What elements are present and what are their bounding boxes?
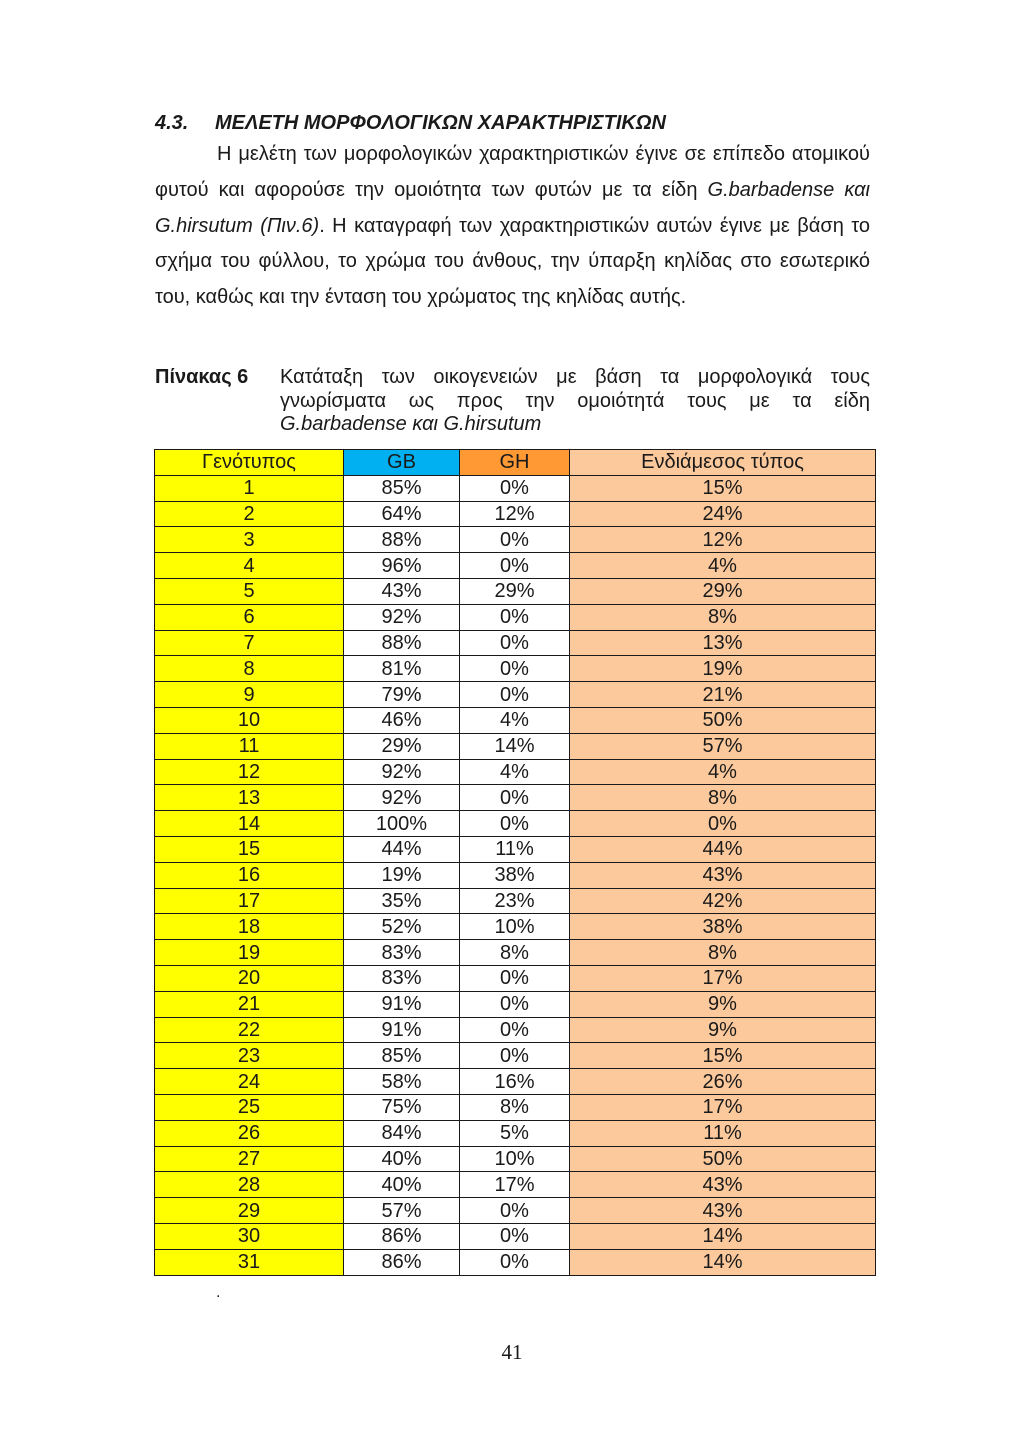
cell-gb: 81% — [344, 656, 460, 682]
cell-gb: 91% — [344, 991, 460, 1017]
cell-intermediate: 9% — [570, 1017, 876, 1043]
table-header — [155, 450, 876, 476]
cell-intermediate: 44% — [570, 836, 876, 862]
cell-gb: 86% — [344, 1223, 460, 1249]
section-title: ΜΕΛΕΤΗ ΜΟΡΦΟΛΟΓΙΚΩΝ ΧΑΡΑΚΤΗΡΙΣΤΙΚΩΝ — [215, 112, 666, 134]
table-row — [155, 553, 876, 579]
cell-gb: 79% — [344, 682, 460, 708]
cell-intermediate: 13% — [570, 630, 876, 656]
table-caption-text: Κατάταξη των οικογενειών με βάση τα μορφολογικά τους γνωρίσματα ως προς την ομοιότητά τους με τα είδη — [280, 366, 870, 412]
table-row — [155, 888, 876, 914]
cell-gb: 83% — [344, 940, 460, 966]
cell-gh: 10% — [460, 914, 570, 940]
cell-intermediate: 21% — [570, 682, 876, 708]
cell-intermediate: 17% — [570, 1094, 876, 1120]
cell-genotype: 18 — [155, 914, 344, 940]
cell-genotype: 7 — [155, 630, 344, 656]
cell-genotype: 21 — [155, 991, 344, 1017]
cell-genotype: 11 — [155, 733, 344, 759]
cell-gh: 4% — [460, 707, 570, 733]
header-gh: GH — [460, 450, 570, 476]
cell-intermediate: 26% — [570, 1069, 876, 1095]
cell-intermediate: 50% — [570, 1146, 876, 1172]
cell-gb: 57% — [344, 1198, 460, 1224]
cell-genotype: 4 — [155, 553, 344, 579]
cell-intermediate: 15% — [570, 1043, 876, 1069]
table-row — [155, 630, 876, 656]
cell-genotype: 27 — [155, 1146, 344, 1172]
cell-gb: 92% — [344, 759, 460, 785]
cell-gb: 86% — [344, 1249, 460, 1275]
cell-gh: 0% — [460, 553, 570, 579]
table-row — [155, 1172, 876, 1198]
table-caption-label: Πίνακας 6 — [155, 366, 249, 388]
cell-gh: 10% — [460, 1146, 570, 1172]
cell-genotype: 30 — [155, 1223, 344, 1249]
section-heading — [155, 112, 666, 135]
table-header-row — [155, 450, 876, 476]
cell-gh: 0% — [460, 991, 570, 1017]
section-number: 4.3. — [155, 112, 189, 134]
cell-gb: 92% — [344, 785, 460, 811]
genotype-table — [154, 449, 876, 1276]
cell-gh: 12% — [460, 501, 570, 527]
cell-intermediate: 42% — [570, 888, 876, 914]
stray-mark: . — [216, 1284, 221, 1301]
cell-genotype: 25 — [155, 1094, 344, 1120]
cell-genotype: 15 — [155, 836, 344, 862]
table-row — [155, 1120, 876, 1146]
cell-gh: 0% — [460, 1223, 570, 1249]
cell-gb: 52% — [344, 914, 460, 940]
cell-intermediate: 0% — [570, 811, 876, 837]
table-caption-text-block — [280, 366, 870, 437]
cell-gh: 16% — [460, 1069, 570, 1095]
cell-intermediate: 19% — [570, 656, 876, 682]
cell-intermediate: 15% — [570, 475, 876, 501]
cell-genotype: 5 — [155, 578, 344, 604]
cell-intermediate: 14% — [570, 1223, 876, 1249]
table-row — [155, 475, 876, 501]
cell-gb: 75% — [344, 1094, 460, 1120]
paragraph-text-2: . Η καταγραφή των χαρακτηριστικών αυτών έγινε με βάση το σχήμα του φύλλου, το χρώμα του άνθους, την ύπαρξη κηλίδας στο εσωτερικό του, καθώς και την ένταση του χρώματος της κηλίδας αυτής. — [155, 214, 871, 309]
cell-intermediate: 43% — [570, 1172, 876, 1198]
table-row — [155, 1249, 876, 1275]
cell-genotype: 2 — [155, 501, 344, 527]
cell-gb: 100% — [344, 811, 460, 837]
cell-intermediate: 4% — [570, 553, 876, 579]
cell-genotype: 8 — [155, 656, 344, 682]
paragraph-text-1: Η μελέτη των μορφολογικών χαρακτηριστικών έγινε σε επίπεδο ατομικού φυτού και αφορούσε την ομοιότητα των φυτών με τα είδη — [155, 143, 870, 201]
cell-intermediate: 4% — [570, 759, 876, 785]
cell-gb: 91% — [344, 1017, 460, 1043]
cell-gh: 0% — [460, 527, 570, 553]
cell-intermediate: 50% — [570, 707, 876, 733]
cell-genotype: 29 — [155, 1198, 344, 1224]
cell-intermediate: 8% — [570, 785, 876, 811]
table-row — [155, 1069, 876, 1095]
cell-gb: 46% — [344, 707, 460, 733]
cell-gb: 64% — [344, 501, 460, 527]
cell-genotype: 3 — [155, 527, 344, 553]
cell-gb: 85% — [344, 1043, 460, 1069]
table-row — [155, 1198, 876, 1224]
table-row — [155, 1146, 876, 1172]
table-row — [155, 862, 876, 888]
cell-gh: 0% — [460, 656, 570, 682]
cell-intermediate: 57% — [570, 733, 876, 759]
cell-gh: 29% — [460, 578, 570, 604]
table-row — [155, 604, 876, 630]
cell-gb: 84% — [344, 1120, 460, 1146]
table-row — [155, 991, 876, 1017]
cell-genotype: 9 — [155, 682, 344, 708]
table-row — [155, 1017, 876, 1043]
table-row — [155, 527, 876, 553]
table-row — [155, 707, 876, 733]
cell-gh: 8% — [460, 1094, 570, 1120]
cell-gb: 85% — [344, 475, 460, 501]
header-gb: GB — [344, 450, 460, 476]
body-paragraph — [155, 137, 870, 316]
table-caption-species: G.barbadense και G.hirsutum — [280, 413, 542, 435]
table-row — [155, 940, 876, 966]
cell-genotype: 24 — [155, 1069, 344, 1095]
cell-genotype: 10 — [155, 707, 344, 733]
cell-gh: 0% — [460, 1198, 570, 1224]
cell-gh: 0% — [460, 475, 570, 501]
paragraph-species-reference: G.barbadense και G.hirsutum (Πιν.6) — [155, 178, 871, 237]
table-row — [155, 759, 876, 785]
cell-gb: 88% — [344, 630, 460, 656]
table-body — [155, 475, 876, 1275]
cell-genotype: 13 — [155, 785, 344, 811]
cell-intermediate: 14% — [570, 1249, 876, 1275]
cell-gh: 0% — [460, 630, 570, 656]
cell-intermediate: 29% — [570, 578, 876, 604]
cell-gb: 96% — [344, 553, 460, 579]
cell-gh: 14% — [460, 733, 570, 759]
cell-genotype: 23 — [155, 1043, 344, 1069]
cell-genotype: 19 — [155, 940, 344, 966]
cell-gb: 40% — [344, 1172, 460, 1198]
cell-gh: 0% — [460, 785, 570, 811]
cell-gb: 44% — [344, 836, 460, 862]
cell-gb: 29% — [344, 733, 460, 759]
table-row — [155, 733, 876, 759]
cell-gh: 8% — [460, 940, 570, 966]
header-intermediate: Ενδιάμεσος τύπος — [570, 450, 876, 476]
table-row — [155, 785, 876, 811]
cell-gb: 40% — [344, 1146, 460, 1172]
table-row — [155, 836, 876, 862]
table-row — [155, 578, 876, 604]
table-row — [155, 501, 876, 527]
cell-genotype: 28 — [155, 1172, 344, 1198]
cell-intermediate: 12% — [570, 527, 876, 553]
cell-gb: 88% — [344, 527, 460, 553]
cell-gh: 0% — [460, 1043, 570, 1069]
cell-intermediate: 8% — [570, 940, 876, 966]
cell-genotype: 1 — [155, 475, 344, 501]
table-row — [155, 1223, 876, 1249]
cell-intermediate: 24% — [570, 501, 876, 527]
cell-genotype: 22 — [155, 1017, 344, 1043]
cell-gh: 0% — [460, 682, 570, 708]
cell-intermediate: 8% — [570, 604, 876, 630]
cell-intermediate: 43% — [570, 862, 876, 888]
cell-gb: 19% — [344, 862, 460, 888]
cell-gh: 4% — [460, 759, 570, 785]
cell-gh: 0% — [460, 604, 570, 630]
table-caption — [155, 366, 870, 437]
cell-gh: 0% — [460, 811, 570, 837]
cell-genotype: 26 — [155, 1120, 344, 1146]
cell-genotype: 14 — [155, 811, 344, 837]
cell-intermediate: 11% — [570, 1120, 876, 1146]
cell-gh: 0% — [460, 1017, 570, 1043]
table-row — [155, 656, 876, 682]
cell-genotype: 17 — [155, 888, 344, 914]
cell-genotype: 16 — [155, 862, 344, 888]
cell-gb: 43% — [344, 578, 460, 604]
cell-genotype: 12 — [155, 759, 344, 785]
cell-gh: 11% — [460, 836, 570, 862]
table-row — [155, 914, 876, 940]
cell-genotype: 31 — [155, 1249, 344, 1275]
cell-gh: 0% — [460, 1249, 570, 1275]
cell-genotype: 6 — [155, 604, 344, 630]
cell-gb: 92% — [344, 604, 460, 630]
cell-intermediate: 17% — [570, 965, 876, 991]
cell-intermediate: 9% — [570, 991, 876, 1017]
table-row — [155, 682, 876, 708]
header-genotype: Γενότυπος — [155, 450, 344, 476]
cell-gb: 83% — [344, 965, 460, 991]
cell-gb: 58% — [344, 1069, 460, 1095]
cell-gb: 35% — [344, 888, 460, 914]
cell-gh: 23% — [460, 888, 570, 914]
cell-gh: 38% — [460, 862, 570, 888]
table-row — [155, 1094, 876, 1120]
cell-gh: 5% — [460, 1120, 570, 1146]
cell-genotype: 20 — [155, 965, 344, 991]
cell-intermediate: 38% — [570, 914, 876, 940]
cell-gh: 17% — [460, 1172, 570, 1198]
table-row — [155, 811, 876, 837]
table-row — [155, 965, 876, 991]
table-row — [155, 1043, 876, 1069]
page-number: 41 — [501, 1340, 523, 1364]
cell-intermediate: 43% — [570, 1198, 876, 1224]
cell-gh: 0% — [460, 965, 570, 991]
